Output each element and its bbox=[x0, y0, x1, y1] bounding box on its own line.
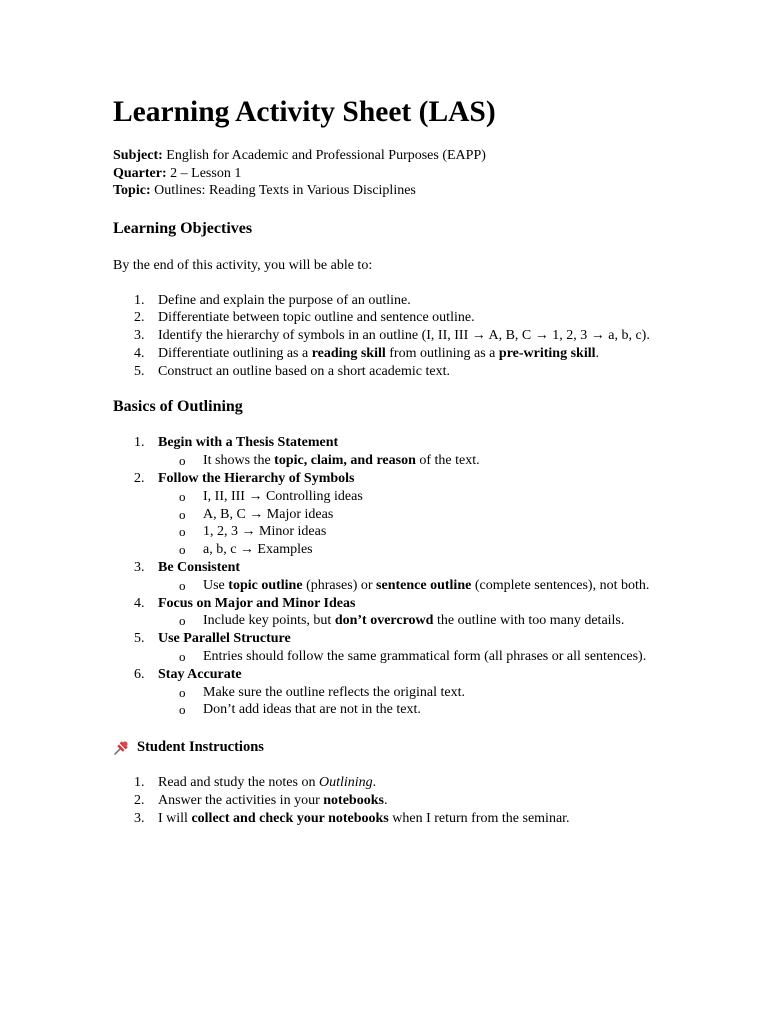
objective-item: 4. Differentiate outlining as a reading skill from outlining as a pre-writing skill. bbox=[134, 345, 599, 361]
objective-item: 5. Construct an outline based on a short academic text. bbox=[134, 363, 450, 379]
basics-item: 6. Stay Accurate o Make sure the outline reflects the original text. o Don’t add ideas that are not in the text. bbox=[113, 666, 673, 719]
objective-item: 2. Differentiate between topic outline and sentence outline. bbox=[134, 310, 475, 326]
objectives-heading: Learning Objectives bbox=[113, 219, 253, 237]
basics-item: 3. Be Consistent o Use topic outline (phrases) or sentence outline (complete sentences), not both. bbox=[113, 559, 673, 595]
basics-list bbox=[113, 434, 673, 719]
bullet-icon: o bbox=[179, 702, 186, 718]
subject-line bbox=[113, 147, 673, 165]
basics-item: 2. Follow the Hierarchy of Symbols o I, II, III → Controlling ideas o A, B, C → Major ideas o 1, 2, 3 → Minor ideas o a, b, c → Examples bbox=[113, 470, 673, 559]
sub-item: o Don’t add ideas that are not in the text. bbox=[179, 702, 421, 718]
bullet-icon: o bbox=[179, 542, 186, 558]
quarter-line bbox=[113, 165, 673, 183]
quarter-value: 2 – Lesson 1 bbox=[166, 165, 242, 181]
sub-item: o Include key points, but don’t overcrowd the outline with too many details. bbox=[179, 613, 625, 629]
document-page bbox=[113, 92, 673, 828]
instruction-item: 2. Answer the activities in your notebooks. bbox=[134, 793, 388, 809]
pushpin-icon bbox=[113, 739, 130, 756]
sub-item: o A, B, C → Major ideas bbox=[179, 506, 334, 522]
basics-sublist bbox=[158, 452, 673, 470]
bullet-icon: o bbox=[179, 649, 186, 665]
sub-item: o Entries should follow the same grammatical form (all phrases or all sentences). bbox=[179, 649, 647, 665]
bullet-icon: o bbox=[179, 613, 186, 629]
objective-item: 3. Identify the hierarchy of symbols in an outline (I, II, III → A, B, C → 1, 2, 3 → a, b, c). bbox=[134, 328, 650, 344]
bullet-icon: o bbox=[179, 524, 186, 540]
instructions-heading bbox=[113, 737, 673, 757]
basics-sublist bbox=[158, 488, 673, 559]
sub-item: o Make sure the outline reflects the original text. bbox=[179, 684, 466, 700]
basics-item: 4. Focus on Major and Minor Ideas o Include key points, but don’t overcrowd the outline with too many details. bbox=[113, 595, 673, 631]
bullet-icon: o bbox=[179, 577, 186, 593]
topic-label: Topic: bbox=[113, 183, 151, 198]
objectives-list bbox=[113, 292, 673, 381]
basics-sublist bbox=[158, 648, 673, 666]
basics-item: 1. Begin with a Thesis Statement o It shows the topic, claim, and reason of the text. bbox=[113, 434, 673, 470]
bullet-icon: o bbox=[179, 453, 186, 469]
subject-label: Subject: bbox=[113, 148, 163, 163]
objective-item: 1. Define and explain the purpose of an outline. bbox=[134, 292, 411, 308]
sub-item: o It shows the topic, claim, and reason of the text. bbox=[179, 453, 480, 469]
subject-value: English for Academic and Professional Purposes (EAPP) bbox=[162, 148, 486, 163]
basics-sublist bbox=[158, 612, 673, 630]
instruction-item: 1. Read and study the notes on Outlining. bbox=[134, 775, 377, 791]
basics-item: 5. Use Parallel Structure o Entries should follow the same grammatical form (all phrases or all sentences). bbox=[113, 630, 673, 666]
meta-block bbox=[113, 147, 673, 200]
page-title: Learning Activity Sheet (LAS) bbox=[113, 96, 496, 128]
sub-item: o Use topic outline (phrases) or sentence outline (complete sentences), not both. bbox=[179, 577, 650, 593]
basics-heading: Basics of Outlining bbox=[113, 398, 243, 416]
sub-item: o 1, 2, 3 → Minor ideas bbox=[179, 524, 327, 540]
instructions-heading-text: Student Instructions bbox=[137, 739, 264, 756]
sub-item: o a, b, c → Examples bbox=[179, 542, 313, 558]
bullet-icon: o bbox=[179, 506, 186, 522]
topic-value: Outlines: Reading Texts in Various Disciplines bbox=[150, 183, 416, 198]
bullet-icon: o bbox=[179, 488, 186, 504]
bullet-icon: o bbox=[179, 684, 186, 700]
objectives-intro: By the end of this activity, you will be able to: bbox=[113, 257, 373, 273]
quarter-label: Quarter: bbox=[113, 165, 167, 181]
basics-sublist bbox=[158, 684, 673, 720]
topic-line bbox=[113, 182, 673, 200]
instruction-item: 3. I will collect and check your notebooks when I return from the seminar. bbox=[134, 810, 570, 826]
basics-sublist bbox=[158, 577, 673, 595]
instructions-list bbox=[113, 774, 673, 827]
sub-item: o I, II, III → Controlling ideas bbox=[179, 488, 363, 504]
